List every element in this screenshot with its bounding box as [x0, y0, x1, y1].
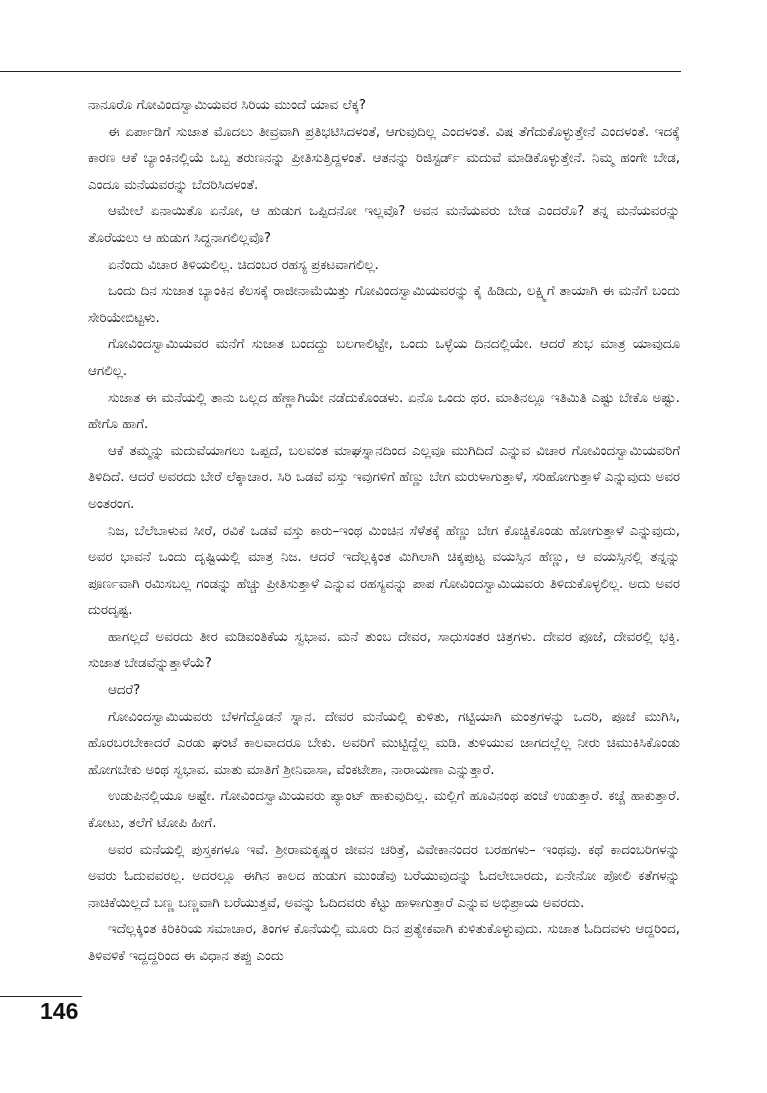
- paragraph: ನಾನೂರೊ ಗೋವಿಂದಸ್ವಾಮಿಯವರ ಸಿರಿಯ ಮುಂದೆ ಯಾವ ಲೆಕ್ಕ?: [88, 98, 366, 113]
- paragraph: ಉಡುಪಿನಲ್ಲಿಯೂ ಅಷ್ಟೇ. ಗೋವಿಂದಸ್ವಾಮಿಯವರು ಪ್ಯಾಂಟ್ ಹಾಕುವುದಿಲ್ಲ. ಮಲ್ಲಿಗೆ ಹೂವಿನಂಥ ಪಂಚೆ ಉಡುತ್ತಾರೆ. ಕಚ್ಚೆ ಹಾಕುತ್ತಾರೆ. ಕೋಟು, ತಲೆಗೆ ಟೋಪಿ ಹೀಗೆ.: [88, 789, 680, 832]
- paragraph: ಆಕೆ ತಮ್ಮನ್ನು ಮದುವೆಯಾಗಲು ಒಪ್ಪದೆ, ಬಲವಂತ ಮಾಘಸ್ನಾನದಿಂದ ಎಲ್ಲವೂ ಮುಗಿದಿದೆ ಎನ್ನುವ ವಿಚಾರ ಗೋವಿಂದಸ್ವಾಮಿಯವರಿಗೆ ತಿಳಿದಿದೆ. ಆದರೆ ಅವರದು ಬೇರೆ ಲೆಕ್ಕಾಚಾರ. ಸಿರಿ ಒಡವೆ ವಸ್ತು ಇವುಗಳಿಗೆ ಹೆಣ್ಣು ಬೇಗ ಮರುಳಾಗುತ್ತಾಳೆ, ಸರಿಹೋಗುತ್ತಾಳೆ ಎನ್ನುವುದು ಅವರ ಅಂತರಂಗ.: [88, 443, 680, 512]
- paragraph: ನಿಜ, ಬೆಲೆಬಾಳುವ ಸೀರೆ, ರವಿಕೆ ಒಡವೆ ವಸ್ತು ಕಾರು–ಇಂಥ ಮಿಂಚಿನ ಸೆಳೆತಕ್ಕೆ ಹೆಣ್ಣು ಬೇಗ ಕೊಚ್ಚಿಕೊಂಡು ಹೋಗುತ್ತಾಳೆ ಎನ್ನುವುದು, ಅವರ ಭಾವನೆ ಒಂದು ದೃಷ್ಟಿಯಲ್ಲಿ ಮಾತ್ರ ನಿಜ. ಆದರೆ ಇದೆಲ್ಲಕ್ಕಿಂತ ಮಿಗಿಲಾಗಿ ಚಿಕ್ಕಪುಟ್ಟ ವಯಸ್ಸಿನ ಹೆಣ್ಣು, ಆ ವಯಸ್ಸಿನಲ್ಲಿ ತನ್ನನ್ನು ಪೂರ್ಣವಾಗಿ ರಮಿಸಬಲ್ಲ ಗಂಡನ್ನು ಹೆಚ್ಚು ಪ್ರೀತಿಸುತ್ತಾಳೆ ಎನ್ನುವ ರಹಸ್ಯವನ್ನು ಪಾಪ ಗೋವಿಂದಸ್ವಾಮಿಯವರು ತಿಳಿದುಕೊಳ್ಳಲಿಲ್ಲ. ಅದು ಅವರ ದುರದೃಷ್ಟ.: [88, 523, 680, 619]
- paragraph: ಏನೆಂದು ವಿಚಾರ ತಿಳಿಯಲಿಲ್ಲ. ಚಿದಂಬರ ರಹಸ್ಯ ಪ್ರಕಟವಾಗಲಿಲ್ಲ.: [108, 257, 379, 273]
- paragraph: ಗೋವಿಂದಸ್ವಾಮಿಯವರು ಬೆಳಗೆದ್ದೊಡನೆ ಸ್ನಾನ. ದೇವರ ಮನೆಯಲ್ಲಿ ಕುಳಿತು, ಗಟ್ಟಿಯಾಗಿ ಮಂತ್ರಗಳನ್ನು ಒದರಿ, ಪೂಜೆ ಮುಗಿಸಿ, ಹೊರಬರಬೇಕಾದರೆ ಎರಡು ಘಂಟೆ ಕಾಲವಾದರೂ ಬೇಕು. ಅವರಿಗೆ ಮುಟ್ಟಿದ್ದೆಲ್ಲ ಮಡಿ. ತುಳಿಯುವ ಜಾಗದಲ್ಲೆಲ್ಲ ನೀರು ಚಿಮುಕಿಸಿಕೊಂಡು ಹೋಗಬೇಕು ಅಂಥ ಸ್ವಭಾವ. ಮಾತು ಮಾತಿಗೆ ಶ್ರೀನಿವಾಸಾ, ವೆಂಕಟೇಶಾ, ನಾರಾಯಣಾ ಎನ್ನುತ್ತಾರೆ.: [88, 709, 680, 778]
- body-text: [88, 93, 680, 971]
- paragraph: ಸುಜಾತ ಈ ಮನೆಯಲ್ಲಿ ತಾನು ಒಲ್ಲದ ಹೆಣ್ಣಾಗಿಯೇ ನಡೆದುಕೊಂಡಳು. ಏನೊ ಒಂದು ಥರ. ಮಾತಿನಲ್ಲೂ ಇತಿಮಿತಿ ಎಷ್ಟು ಬೇಕೊ ಅಷ್ಟು. ಹೇಗೊ ಹಾಗೆ.: [88, 390, 680, 433]
- paragraph: ಅವರ ಮನೆಯಲ್ಲಿ ಪುಸ್ತಕಗಳೂ ಇವೆ. ಶ್ರೀರಾಮಕೃಷ್ಣರ ಜೀವನ ಚರಿತ್ರೆ, ವಿವೇಕಾನಂದರ ಬರಹಗಳು– ಇಂಥವು. ಕಥೆ ಕಾದಂಬರಿಗಳನ್ನು ಅವರು ಓದುವವರಲ್ಲ. ಅದರಲ್ಲೂ ಈಗಿನ ಕಾಲದ ಹುಡುಗ ಮುಂಡೆವು ಬರೆಯುವುದನ್ನು ಓದಲೇಬಾರದು, ಏನೇನೋ ಪೋಲಿ ಕತೆಗಳನ್ನು ನಾಚಿಕೆಯಿಲ್ಲದೆ ಬಣ್ಣ ಬಣ್ಣವಾಗಿ ಬರೆಯುತ್ತವೆ, ಅವನ್ನು ಓದಿದವರು ಕೆಟ್ಟು ಹಾಳಾಗುತ್ತಾರೆ ಎನ್ನುವ ಅಭಿಪ್ರಾಯ ಅವರದು.: [88, 842, 680, 911]
- header-rule: [0, 71, 681, 72]
- paragraph: ಆಮೇಲೆ ಏನಾಯಿತೊ ಏನೋ, ಆ ಹುಡುಗ ಒಪ್ಪಿದನೋ ಇಲ್ಲವೊ? ಅವನ ಮನೆಯವರು ಬೇಡ ಎಂದರೊ? ತನ್ನ ಮನೆಯವರನ್ನು ತೊರೆಯಲು ಆ ಹುಡುಗ ಸಿದ್ಧನಾಗಲಿಲ್ಲವೊ?: [88, 204, 680, 246]
- paragraph: ಹಾಗಲ್ಲದೆ ಅವರದು ತೀರ ಮಡಿವಂತಿಕೆಯ ಸ್ವಭಾವ. ಮನೆ ತುಂಬ ದೇವರ, ಸಾಧುಸಂತರ ಚಿತ್ರಗಳು. ದೇವರ ಪೂಜೆ, ದೇವರಲ್ಲಿ ಭಕ್ತಿ. ಸುಜಾತ ಬೇಡವೆನ್ನುತ್ತಾಳೆಯೆ?: [88, 629, 680, 672]
- paragraph: ಇದೆಲ್ಲಕ್ಕಿಂತ ಕಿರಿಕಿರಿಯ ಸಮಾಚಾರ, ತಿಂಗಳ ಕೊನೆಯಲ್ಲಿ ಮೂರು ದಿನ ಪ್ರತ್ಯೇಕವಾಗಿ ಕುಳಿತುಕೊಳ್ಳುವುದು. ಸುಜಾತ ಓದಿದವಳು ಆದ್ದರಿಂದ, ತಿಳಿವಳಿಕೆ ಇದ್ದದ್ದರಿಂದ ಈ ವಿಧಾನ ತಪ್ಪು ಎಂದು: [88, 922, 680, 964]
- paragraph: ಒಂದು ದಿನ ಸುಜಾತ ಬ್ಯಾಂಕಿನ ಕೆಲಸಕ್ಕೆ ರಾಜೀನಾಮೆಯಿತ್ತು ಗೋವಿಂದಸ್ವಾಮಿಯವರನ್ನು ಕೈ ಹಿಡಿದು, ಲಕ್ಷ್ಮಿಗೆ ತಾಯಾಗಿ ಈ ಮನೆಗೆ ಬಂದು ಸೇರಿಯೇಬಿಟ್ಟಳು.: [88, 284, 680, 326]
- paragraph: ಈ ಏರ್ಪಾಡಿಗೆ ಸುಜಾತ ಮೊದಲು ತೀವ್ರವಾಗಿ ಪ್ರತಿಭಟಿಸಿದಳಂತೆ, ಆಗುವುದಿಲ್ಲ ಎಂದಳಂತೆ. ವಿಷ ತೆಗೆದುಕೊಳ್ಳುತ್ತೇನೆ ಎಂದಳಂತೆ. ಇದಕ್ಕೆ ಕಾರಣ ಆಕೆ ಬ್ಯಾಂಕಿನಲ್ಲಿಯೆ ಒಬ್ಬ ತರುಣನನ್ನು ಪ್ರೀತಿಸುತ್ತಿದ್ದಳಂತೆ. ಆತನನ್ನು ರಿಜಿಸ್ಟರ್ಡ್ ಮದುವೆ ಮಾಡಿಕೊಳ್ಳುತ್ತೇನೆ. ನಿಮ್ಮ ಹಂಗೇ ಬೇಡ, ಎಂದೂ ಮನೆಯವರನ್ನು ಬೆದರಿಸಿದಳಂತೆ.: [88, 124, 680, 193]
- paragraph: ಆದರೆ?: [108, 683, 141, 699]
- page-number: 146: [40, 998, 79, 1024]
- paragraph: ಗೋವಿಂದಸ್ವಾಮಿಯವರ ಮನೆಗೆ ಸುಜಾತ ಬಂದದ್ದು ಬಲಗಾಲಿಟ್ಟೇ, ಒಂದು ಒಳ್ಳೆಯ ದಿನದಲ್ಲಿಯೇ. ಆದರೆ ಶುಭ ಮಾತ್ರ ಯಾವುದೂ ಆಗಲಿಲ್ಲ.: [88, 337, 680, 379]
